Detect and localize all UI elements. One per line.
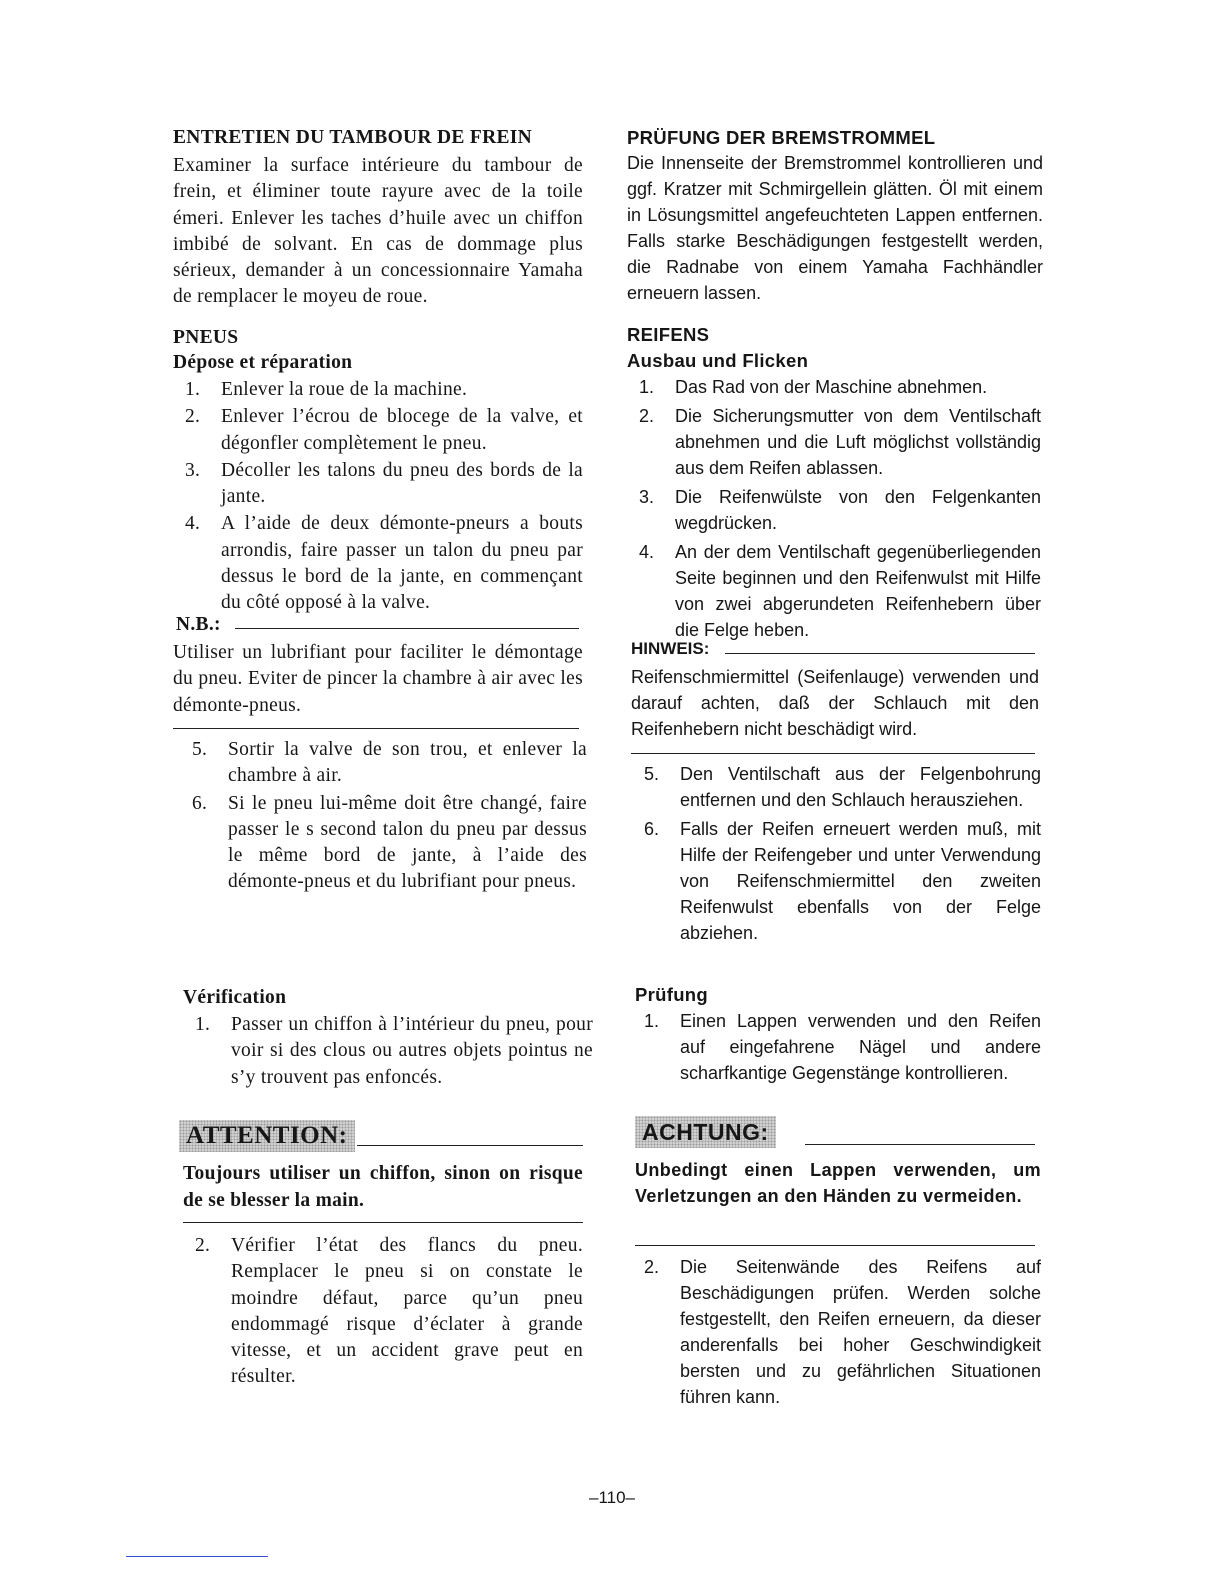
step-text: A l’aide de deux démonte-pneurs a bouts arrondis, faire passer un talon du pneu par dessus le bord de la jante, en commençant du côté opposé à la valve. xyxy=(221,513,583,614)
step-text: Passer un chiffon à l’intérieur du pneu, pour voir si des clous ou autres objets pointus ne s’y trouvent pas enfoncés. xyxy=(231,1014,593,1088)
list-item xyxy=(632,1008,1041,1086)
step-number: 3. xyxy=(185,459,201,481)
list-item xyxy=(173,404,583,457)
german-column xyxy=(627,0,1043,1584)
step-number: 1. xyxy=(639,377,655,397)
step-number: 6. xyxy=(192,792,208,814)
step-text: Das Rad von der Maschine abnehmen. xyxy=(675,377,988,397)
de-brake-drum-title: PRÜFUNG DER BREMSTROMMEL xyxy=(627,127,936,148)
fr-note-label: N.B.: xyxy=(176,614,221,635)
step-number: 4. xyxy=(185,513,201,535)
list-item xyxy=(180,737,587,790)
list-item xyxy=(173,458,583,511)
list-item xyxy=(632,1254,1041,1410)
fr-brake-drum-text: Examiner la surface intérieure du tambour de frein, et éliminer toute rayure avec de la toile émeri. Enlever les taches d’huile avec un chiffon imbibé de solvant. En cas de dommage plus sérieux, demander à un concessionnaire Yamaha de remplacer le moyeu de roue. xyxy=(173,155,583,308)
list-item xyxy=(627,403,1041,481)
fr-warning-label: ATTENTION: xyxy=(179,1120,355,1152)
fr-warning-header xyxy=(179,1120,583,1152)
fr-removal-subtitle: Dépose et réparation xyxy=(173,352,353,373)
footer-underline xyxy=(126,1556,268,1557)
de-check-subtitle: Prüfung xyxy=(635,984,709,1005)
step-text: Den Ventilschaft aus der Felgenbohrung entfernen und den Schlauch herausziehen. xyxy=(680,764,1041,810)
fr-removal-steps xyxy=(173,377,583,618)
step-number: 5. xyxy=(644,764,660,784)
step-number: 2. xyxy=(639,406,655,426)
list-item xyxy=(627,539,1041,643)
page-number: –110– xyxy=(588,1488,635,1507)
de-warning-text: Unbedingt einen Lappen verwenden, um Verletzungen an den Händen zu vermeiden. xyxy=(635,1160,1041,1206)
de-note-text: Reifenschmiermittel (Seifenlauge) verwenden und darauf achten, daß der Schlauch mit den Reifenhebern nicht beschädigt wird. xyxy=(631,667,1039,739)
fr-warning-text: Toujours utiliser un chiffon, sinon on risque de se blesser la main. xyxy=(183,1163,583,1211)
step-number: 4. xyxy=(639,542,655,562)
de-note-end-rule xyxy=(631,753,1035,754)
fr-warning-rule xyxy=(357,1145,583,1146)
step-number: 5. xyxy=(192,739,208,760)
fr-note-rule xyxy=(235,628,579,629)
de-removal-subtitle: Ausbau und Flicken xyxy=(627,350,809,371)
de-note-label: HINWEIS: xyxy=(631,639,710,658)
fr-note-text: Utiliser un lubrifiant pour faciliter le démontage du pneu. Eviter de pincer la chambre à air avec les démonte-pneus. xyxy=(173,642,583,716)
de-check-steps xyxy=(632,1008,1041,1089)
list-item xyxy=(627,374,1041,400)
step-text: Falls der Reifen erneuert werden muß, mit Hilfe der Reifengeber und unter Verwendung von Reifenschmiermittel den zweiten Reifenwulst ebenfalls von der Felge abziehen. xyxy=(680,819,1041,943)
step-text: Die Seitenwände des Reifens auf Beschädigungen prüfen. Werden solche festgestellt, den Reifen erneuern, da dieser anderenfalls bei hoher Geschwindigkeit bersten und zu gefährlichen Situationen führen kann. xyxy=(680,1257,1041,1407)
de-warning-label: ACHTUNG: xyxy=(635,1116,776,1148)
list-item xyxy=(627,484,1041,536)
step-number: 6. xyxy=(644,819,660,839)
step-text: Si le pneu lui-même doit être changé, faire passer le s second talon du pneu par dessus le même bord de jante, à l’aide des démonte-pneus et du lubrifiant pour pneus. xyxy=(228,792,587,893)
de-check-steps-continued xyxy=(632,1254,1041,1413)
list-item xyxy=(632,816,1041,946)
step-number: 2. xyxy=(644,1257,660,1277)
step-number: 1. xyxy=(195,1014,211,1035)
step-text: Sortir la valve de son trou, et enlever la chambre à air. xyxy=(228,739,587,787)
step-text: Enlever la roue de la machine. xyxy=(221,379,468,400)
step-text: An der dem Ventilschaft gegenüberliegenden Seite beginnen und den Reifenwulst mit Hilfe von zwei abgerundeten Reifenhebern über die Felge heben. xyxy=(675,542,1041,640)
de-removal-steps xyxy=(627,374,1041,646)
step-text: Die Sicherungsmutter von dem Ventilschaft abnehmen und die Luft möglichst vollständig aus dem Reifen ablassen. xyxy=(675,406,1041,478)
de-brake-drum-text: Die Innenseite der Bremstrommel kontrollieren und ggf. Kratzer mit Schmirgellein glätten. Öl mit einem in Lösungsmittel angefeuchteten Lappen entfernen. Falls starke Beschädigungen festgestellt werden, die Radnabe von einem Yamaha Fachhändler erneuern lassen. xyxy=(627,153,1043,303)
fr-note-end-rule xyxy=(173,728,579,729)
french-column xyxy=(173,0,593,1584)
fr-check-steps-continued xyxy=(183,1233,583,1392)
step-number: 3. xyxy=(639,487,655,507)
fr-brake-drum-title: ENTRETIEN DU TAMBOUR DE FREIN xyxy=(173,127,533,148)
list-item xyxy=(183,1012,593,1091)
list-item xyxy=(183,1233,583,1391)
step-text: Enlever l’écrou de blocege de la valve, et dégonfler complètement le pneu. xyxy=(221,406,583,454)
fr-tires-title: PNEUS xyxy=(173,327,239,348)
step-number: 1. xyxy=(644,1011,660,1031)
step-text: Einen Lappen verwenden und den Reifen auf eingefahrene Nägel und andere scharfkantige Gegenstänge kontrollieren. xyxy=(680,1011,1041,1083)
de-note-rule xyxy=(725,653,1035,654)
step-number: 1. xyxy=(185,379,201,400)
list-item xyxy=(632,761,1041,813)
list-item xyxy=(180,791,587,896)
step-number: 2. xyxy=(185,406,201,428)
de-removal-steps-continued xyxy=(632,761,1041,949)
fr-warning-end-rule xyxy=(183,1222,583,1223)
list-item xyxy=(173,511,583,616)
de-note-header xyxy=(631,638,1037,659)
de-tires-title: REIFENS xyxy=(627,324,710,345)
list-item xyxy=(173,377,583,403)
step-number: 2. xyxy=(195,1235,211,1256)
step-text: Vérifier l’état des flancs du pneu. Remplacer le pneu si on constate le moindre défaut, parce qu’un pneu endommagé risque d’éclater à grande vitesse, et un accident grave peut en résulter. xyxy=(231,1235,583,1388)
fr-removal-steps-continued xyxy=(180,737,587,897)
de-warning-rule xyxy=(805,1144,1035,1145)
de-warning-end-rule xyxy=(635,1245,1035,1246)
step-text: Die Reifenwülste von den Felgenkanten wegdrücken. xyxy=(675,487,1041,533)
fr-check-subtitle: Vérification xyxy=(183,987,287,1008)
fr-check-steps xyxy=(183,1012,593,1092)
fr-note-header xyxy=(176,614,583,636)
step-text: Décoller les talons du pneu des bords de la jante. xyxy=(221,459,583,508)
